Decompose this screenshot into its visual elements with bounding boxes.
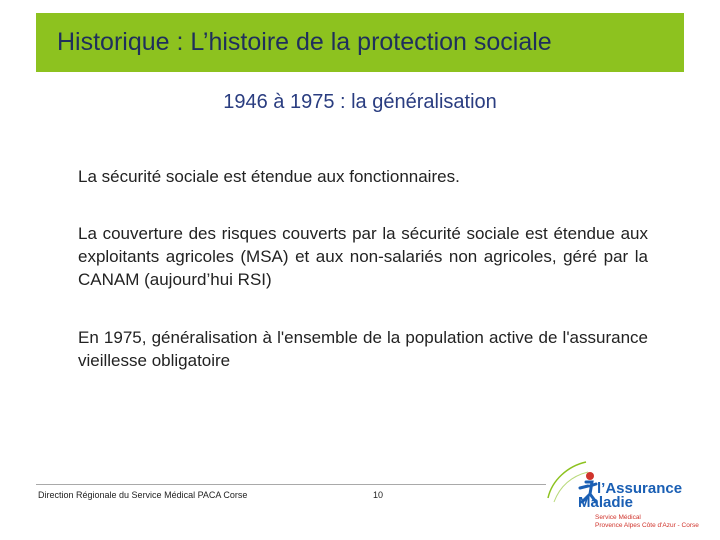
paragraph-assurance-vieillesse: En 1975, généralisation à l'ensemble de la population active de l'assurance vieillesse obligatoire <box>78 328 648 370</box>
footer-organization: Direction Régionale du Service Médical PACA Corse <box>38 490 248 500</box>
paragraph-fonctionnaires: La sécurité sociale est étendue aux fonctionnaires. <box>78 167 460 186</box>
logo-name-line1: l’Assurance <box>597 480 683 497</box>
logo-service-line: Service Médical <box>595 514 641 521</box>
slide-subtitle: 1946 à 1975 : la généralisation <box>223 91 497 113</box>
logo-name-line2: Maladie <box>578 494 634 511</box>
footer-divider <box>36 484 546 485</box>
slide-title: Historique : L’histoire de la protection sociale <box>57 28 552 56</box>
assurance-maladie-logo <box>540 450 720 540</box>
logo-region-line: Provence Alpes Côte d'Azur - Corse <box>595 522 699 529</box>
page-number: 10 <box>373 490 384 500</box>
paragraph-couverture-risques: La couverture des risques couverts par la sécurité sociale est étendue aux exploitants agricoles (MSA) et aux non-salariés non agricoles, géré par la CANAM (aujourd’hui RSI) <box>78 224 648 289</box>
title-bar <box>36 13 684 72</box>
